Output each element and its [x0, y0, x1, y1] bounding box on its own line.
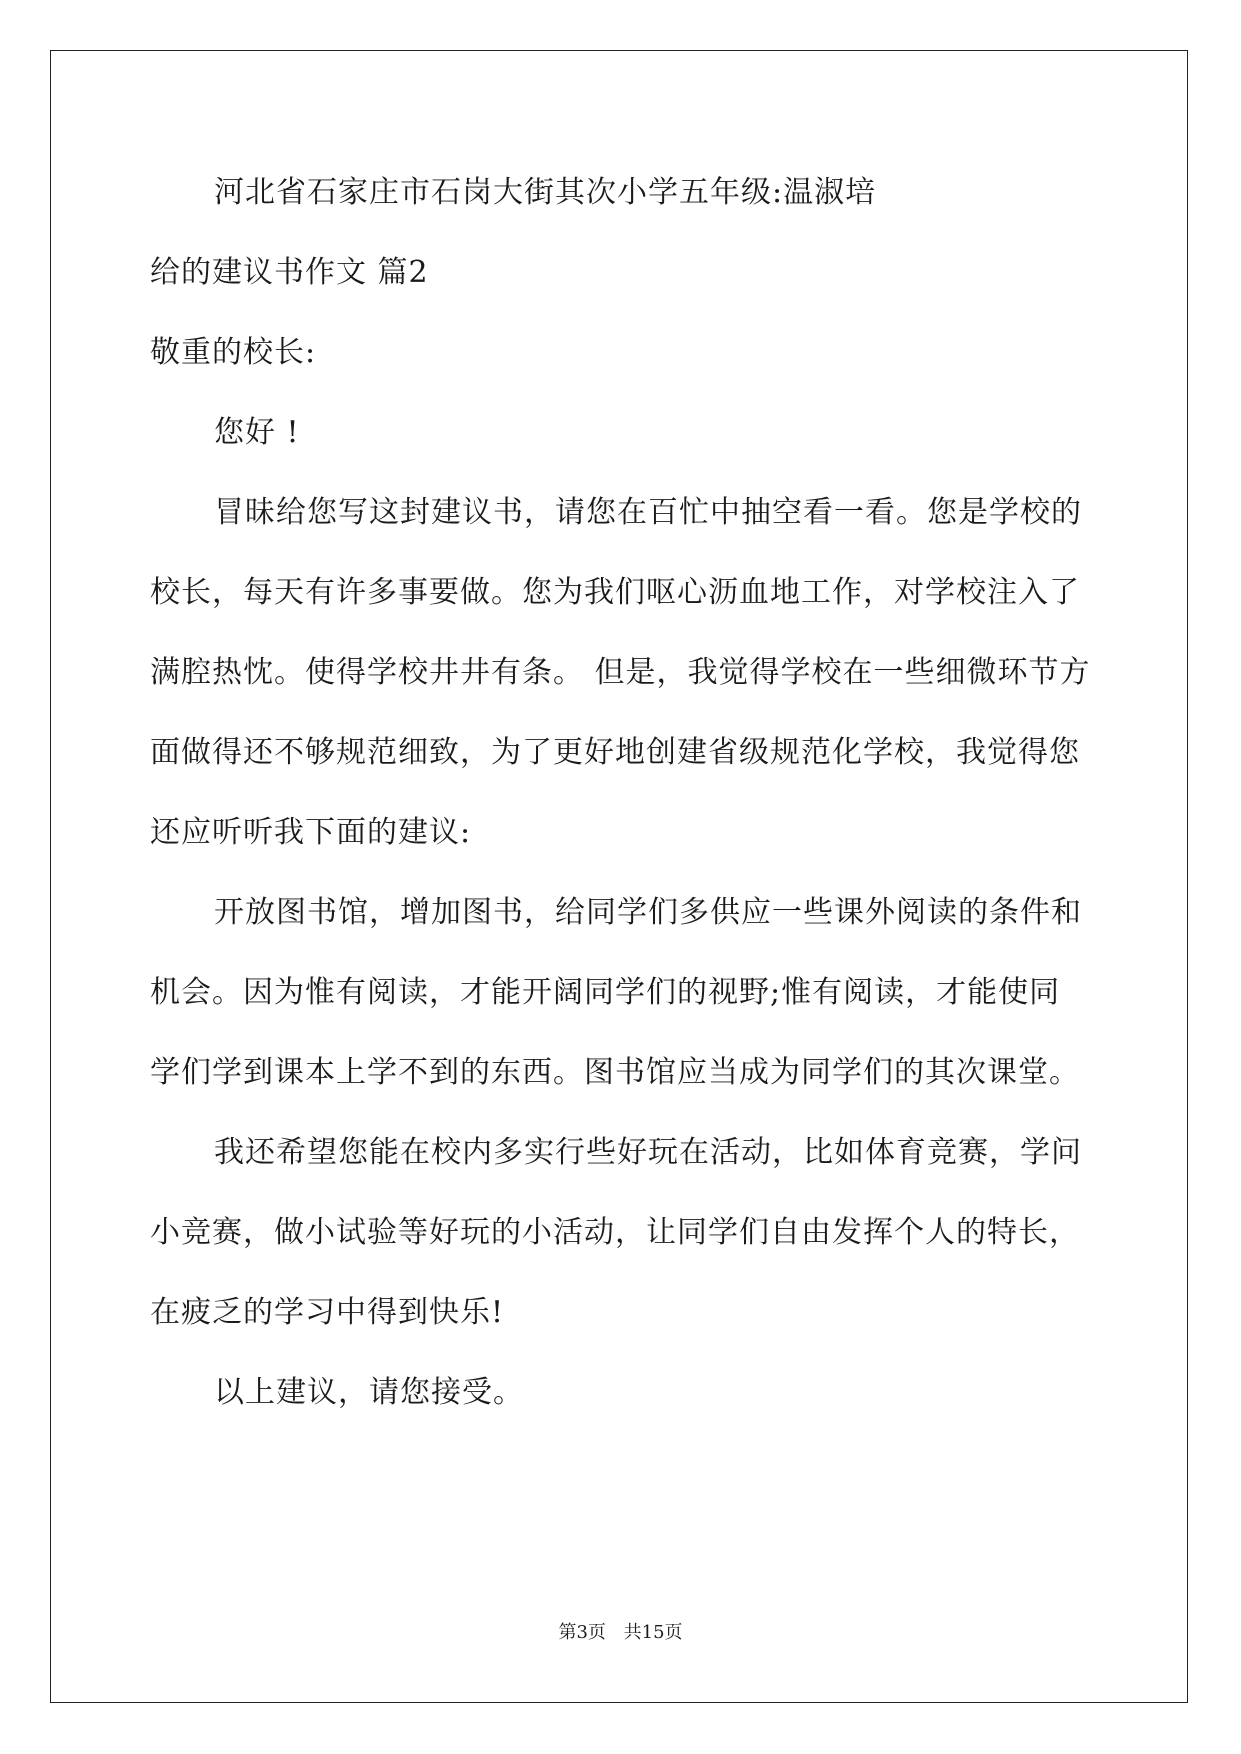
paragraph-1-line-2: 校长，每天有许多事要做。您为我们呕心沥血地工作，对学校注入了 [150, 575, 1080, 610]
closing-line: 以上建议，请您接受。 [214, 1375, 524, 1410]
paragraph-1-line-3: 满腔热忱。使得学校井井有条。 但是，我觉得学校在一些细微环节方 [150, 655, 1091, 690]
paragraph-1-line-1: 冒昧给您写这封建议书，请您在百忙中抽空看一看。您是学校的 [214, 495, 1082, 530]
paragraph-1-line-4: 面做得还不够规范细致，为了更好地创建省级规范化学校，我觉得您 [150, 735, 1080, 770]
greeting: 您好 ! [214, 415, 300, 450]
salutation: 敬重的校长: [150, 335, 317, 370]
paragraph-3-line-3: 在疲乏的学习中得到快乐! [150, 1295, 505, 1330]
paragraph-2-line-3: 学们学到课本上学不到的东西。图书馆应当成为同学们的其次课堂。 [150, 1055, 1080, 1090]
paragraph-2-line-1: 开放图书馆，增加图书，给同学们多供应一些课外阅读的条件和 [214, 895, 1082, 930]
paragraph-3-line-1: 我还希望您能在校内多实行些好玩在活动，比如体育竞赛，学问 [214, 1135, 1082, 1170]
page-border [50, 50, 1188, 1703]
section-heading: 给的建议书作文 篇2 [150, 255, 429, 290]
page-number: 第3页 [558, 1622, 606, 1643]
paragraph-1-line-5: 还应听听我下面的建议: [150, 815, 472, 850]
page-footer [0, 1621, 1241, 1645]
paragraph-3-line-2: 小竞赛，做小试验等好玩的小活动，让同学们自由发挥个人的特长， [150, 1215, 1080, 1250]
author-line: 河北省石家庄市石岗大街其次小学五年级:温淑培 [214, 175, 877, 210]
paragraph-2-line-2: 机会。因为惟有阅读，才能开阔同学们的视野;惟有阅读，才能使同 [150, 975, 1061, 1010]
page-total: 共15页 [623, 1622, 683, 1643]
